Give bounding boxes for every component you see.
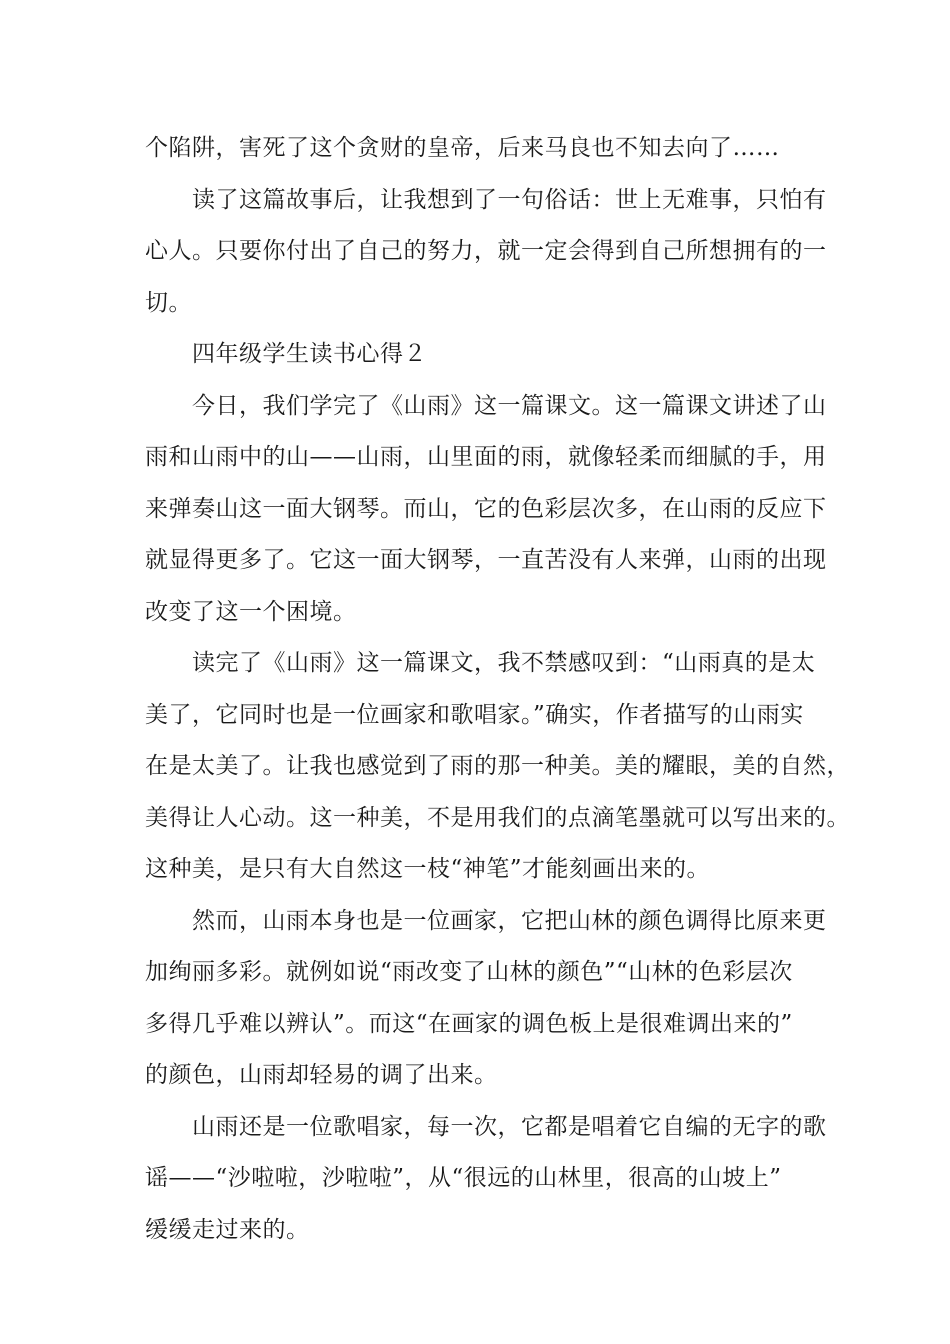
text-line-3: 心人。只要你付出了自己的努力，就一定会得到自己所想拥有的一	[145, 238, 827, 264]
text-line-1: 个陷阱，害死了这个贪财的皇帝，后来马良也不知去向了……	[145, 135, 780, 161]
text-line-6: 今日，我们学完了《山雨》这一篇课文。这一篇课文讲述了山	[192, 393, 827, 419]
text-line-13: 在是太美了。让我也感觉到了雨的那一种美。美的耀眼，美的自然，	[145, 753, 850, 779]
text-line-10: 改变了这一个困境。	[145, 599, 357, 625]
text-line-2: 读了这篇故事后，让我想到了一句俗话：世上无难事，只怕有	[192, 187, 827, 213]
section-heading: 四年级学生读书心得２	[192, 341, 427, 367]
text-line-7: 雨和山雨中的山——山雨，山里面的雨，就像轻柔而细腻的手，用	[145, 444, 827, 470]
text-line-16: 然而，山雨本身也是一位画家，它把山林的颜色调得比原来更	[192, 908, 827, 934]
text-line-4: 切。	[145, 290, 192, 316]
text-line-14: 美得让人心动。这一种美，不是用我们的点滴笔墨就可以写出来的。	[145, 805, 850, 831]
text-line-17: 加绚丽多彩。就例如说“雨改变了山林的颜色”“山林的色彩层次	[145, 959, 793, 985]
text-line-21: 谣——“沙啦啦，沙啦啦”，从“很远的山林里，很高的山坡上”	[145, 1165, 782, 1191]
text-line-19: 的颜色，山雨却轻易的调了出来。	[145, 1062, 498, 1088]
text-line-8: 来弹奏山这一面大钢琴。而山，它的色彩层次多，在山雨的反应下	[145, 496, 827, 522]
text-line-22: 缓缓走过来的。	[145, 1217, 310, 1243]
text-line-15: 这种美，是只有大自然这一枝“神笔”才能刻画出来的。	[145, 856, 711, 882]
text-line-9: 就显得更多了。它这一面大钢琴，一直苦没有人来弹，山雨的出现	[145, 547, 827, 573]
text-line-18: 多得几乎难以辨认”。而这“在画家的调色板上是很难调出来的”	[145, 1011, 793, 1037]
text-line-11: 读完了《山雨》这一篇课文，我不禁感叹到：“山雨真的是太	[192, 650, 816, 676]
text-line-20: 山雨还是一位歌唱家，每一次，它都是唱着它自编的无字的歌	[192, 1114, 827, 1140]
text-line-12: 美了，它同时也是一位画家和歌唱家。”确实，作者描写的山雨实	[145, 702, 804, 728]
